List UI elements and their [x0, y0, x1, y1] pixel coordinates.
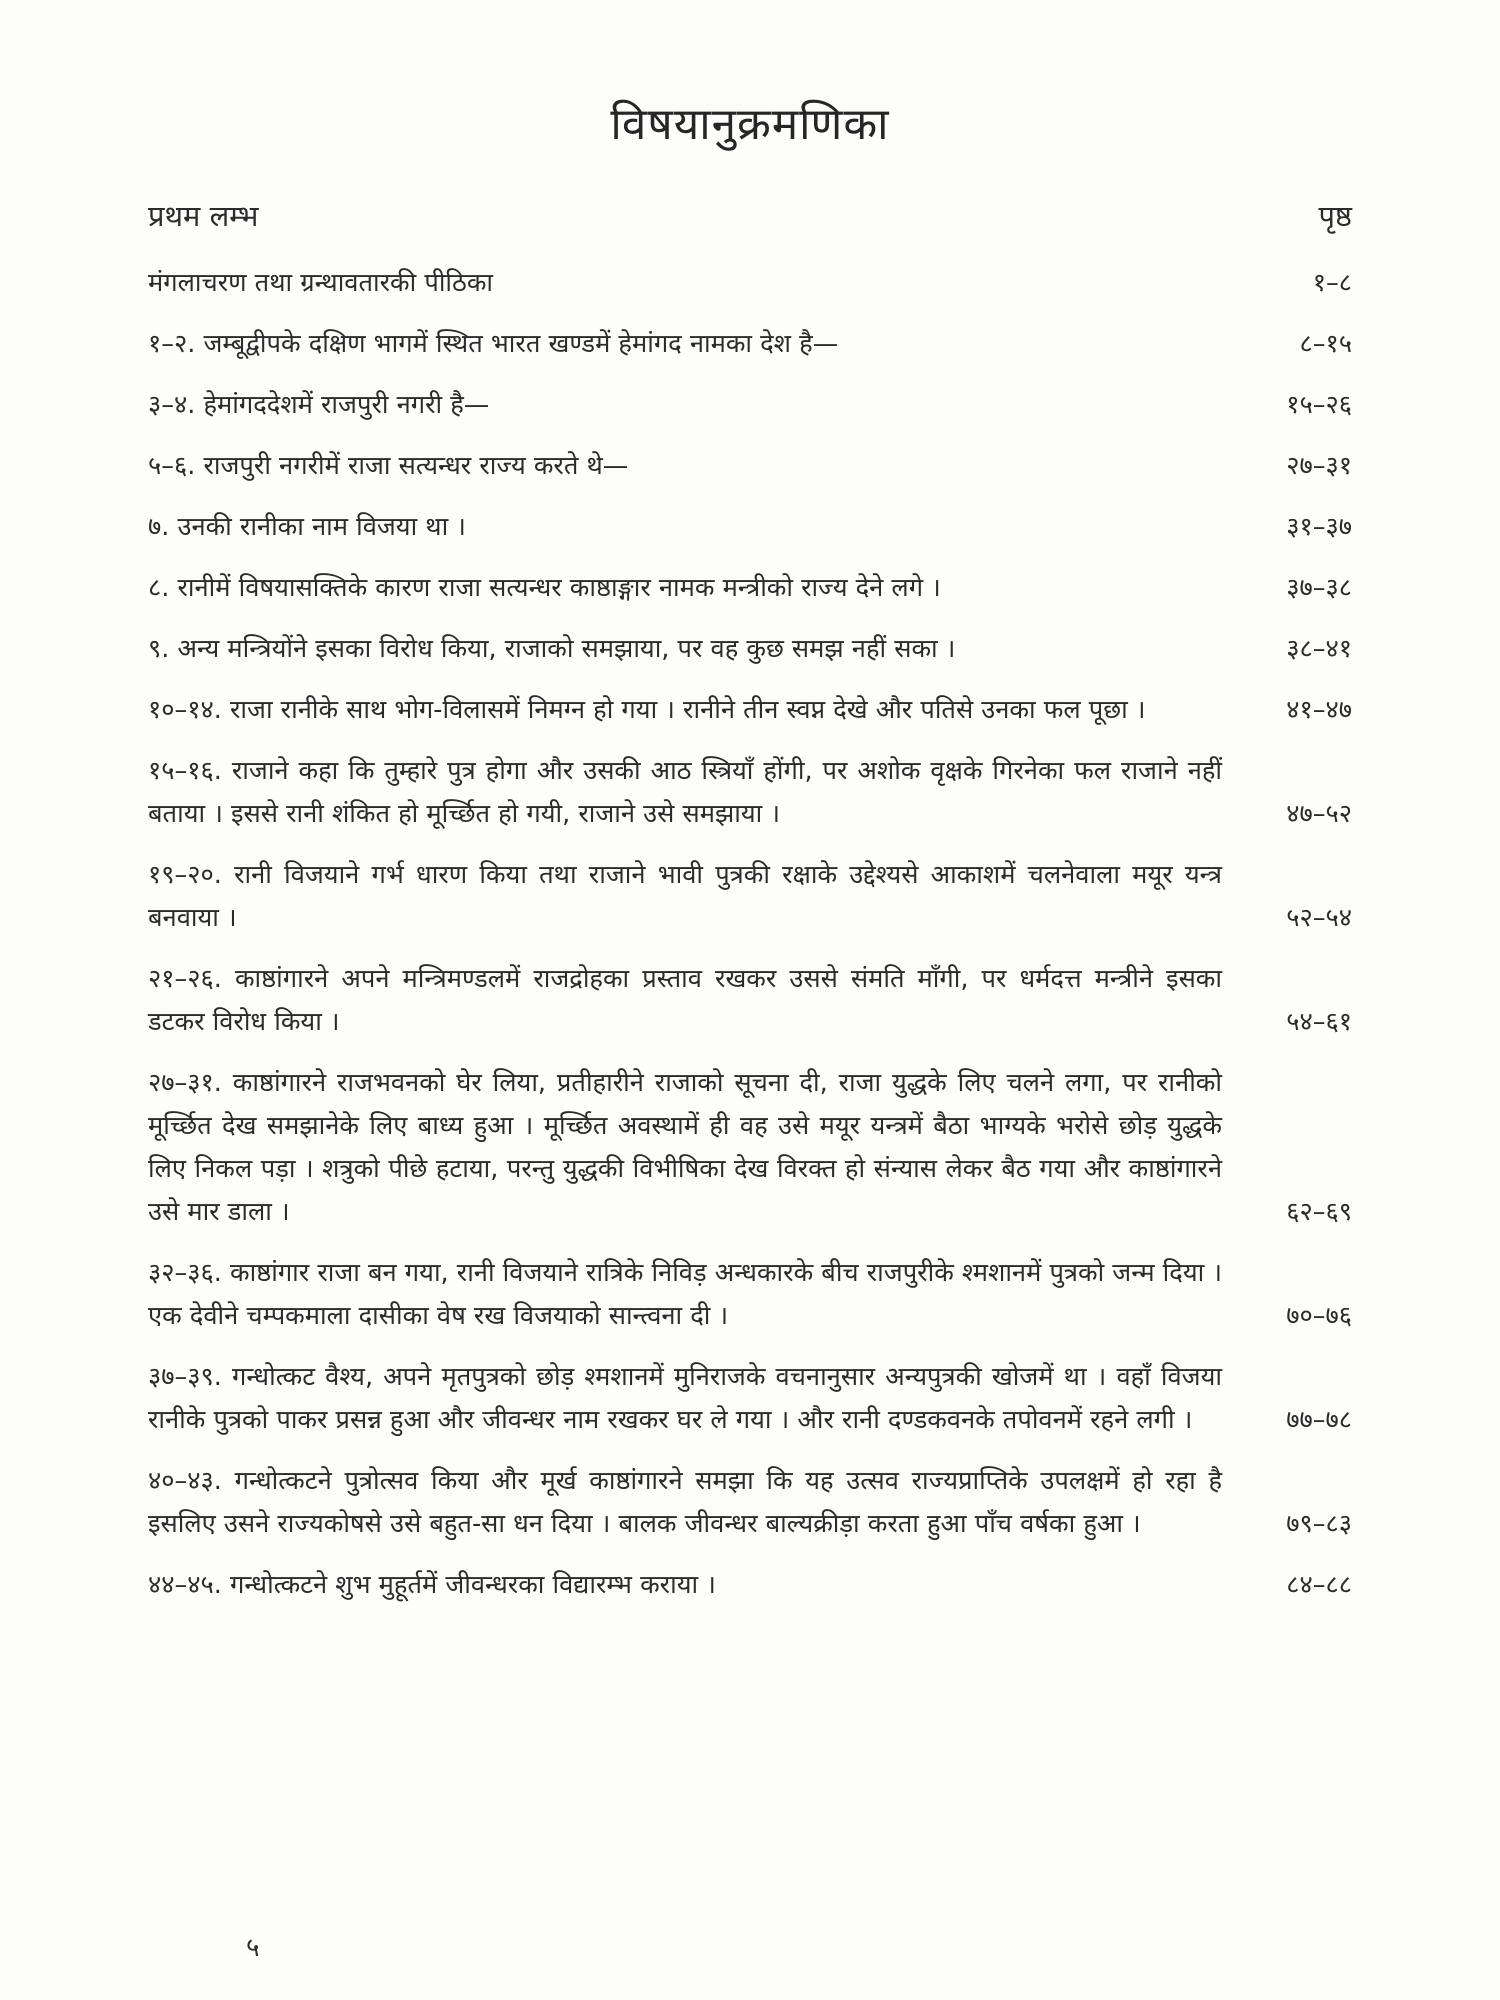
entry-pages: ४७–५२ — [1286, 799, 1352, 829]
entry-text: ९. अन्य मन्त्रियोंने इसका विरोध किया, राजाको समझाया, पर वह कुछ समझ नहीं सका । — [148, 634, 956, 664]
section-heading: प्रथम लम्भ — [148, 199, 259, 233]
entry-text: ३–४. हेमांगददेशमें राजपुरी नगरी है— — [148, 390, 490, 420]
entry-text: ४०–४३. गन्धोत्कटने पुत्रोत्सव किया और मूर्ख काष्ठांगारने समझा कि यह उत्सव राज्यप्राप्तिके उपलक्षमें हो रहा है इसलिए उसने राज्यकोषसे उसे बहुत-सा धन दिया । बालक जीवन्धर बाल्यक्रीड़ा करता हुआ पाँच वर्षका हुआ । — [148, 1466, 1222, 1539]
entry-text: ३७–३९. गन्धोत्कट वैश्य, अपने मृतपुत्रको छोड़ श्मशानमें मुनिराजके वचनानुसार अन्यपुत्रकी खोजमें था । वहाँ विजया रानीके पुत्रको पाकर प्रसन्न हुआ और जीवन्धर नाम रखकर घर ले गया । और रानी दण्डकवनके तपोवनमें रहने लगी । — [148, 1362, 1222, 1435]
entry-text: ३२–३६. काष्ठांगार राजा बन गया, रानी विजयाने रात्रिके निविड़ अन्धकारके बीच राजपुरीके श्मशानमें पुत्रको जन्म दिया । एक देवीने चम्पकमाला दासीका वेष रख विजयाको सान्त्वना दी । — [148, 1258, 1222, 1331]
entry-pages: १–८ — [1312, 268, 1352, 298]
contents-entry — [148, 1460, 1352, 1546]
contents-list — [148, 262, 1352, 1625]
page-column-heading: पृष्ठ — [1318, 199, 1352, 233]
entry-pages: ३७–३८ — [1286, 573, 1352, 603]
entry-pages: ७७–७८ — [1286, 1405, 1352, 1435]
entry-pages: १५–२६ — [1286, 390, 1352, 420]
entry-text: ७. उनकी रानीका नाम विजया था । — [148, 512, 466, 542]
entry-text: २७–३१. काष्ठांगारने राजभवनको घेर लिया, प्रतीहारीने राजाको सूचना दी, राजा युद्धके लिए चलने लगा, पर रानीको मूर्च्छित देख समझानेके लिए बाध्य हुआ । मूर्च्छित अवस्थामें ही वह उसे मयूर यन्त्रमें बैठा भाग्यके भरोसे छोड़ युद्धके लिए निकल पड़ा । शत्रुको पीछे हटाया, परन्तु युद्धकी विभीषिका देख विरक्त हो संन्यास लेकर बैठ गया और काष्ठांगारने उसे मार डाला । — [148, 1068, 1222, 1227]
entry-pages: ५२–५४ — [1286, 903, 1352, 933]
contents-header — [148, 196, 1352, 244]
contents-entry — [148, 384, 1352, 427]
contents-entry — [148, 506, 1352, 549]
contents-entry — [148, 854, 1352, 940]
contents-entry — [148, 323, 1352, 366]
entry-pages: ३८–४१ — [1286, 634, 1352, 664]
entry-pages: ७०–७६ — [1286, 1301, 1352, 1331]
contents-entry — [148, 750, 1352, 836]
entry-text: १९–२०. रानी विजयाने गर्भ धारण किया तथा राजाने भावी पुत्रकी रक्षाके उद्देश्यसे आकाशमें चलनेवाला मयूर यन्त्र बनवाया । — [148, 860, 1222, 933]
contents-entry — [148, 628, 1352, 671]
contents-entry — [148, 1062, 1352, 1234]
contents-entry — [148, 445, 1352, 488]
contents-entry — [148, 689, 1352, 732]
entry-pages: ८–१५ — [1299, 329, 1352, 359]
entry-text: १५–१६. राजाने कहा कि तुम्हारे पुत्र होगा और उसकी आठ स्त्रियाँ होंगी, पर अशोक वृक्षके गिरनेका फल राजाने नहीं बताया । इससे रानी शंकित हो मूर्च्छित हो गयी, राजाने उसे समझाया । — [148, 756, 1222, 829]
contents-entry — [148, 1356, 1352, 1442]
entry-pages: ४१–४७ — [1286, 695, 1352, 725]
contents-entry — [148, 262, 1352, 305]
entry-pages: ६२–६९ — [1286, 1197, 1352, 1227]
entry-pages: ७९–८३ — [1286, 1509, 1352, 1539]
entry-pages: ८४–८८ — [1286, 1570, 1352, 1600]
page-title: विषयानुक्रमणिका — [610, 99, 890, 150]
entry-pages: २७–३१ — [1286, 451, 1352, 481]
entry-pages: ३१–३७ — [1286, 512, 1352, 542]
entry-text: मंगलाचरण तथा ग्रन्थावतारकी पीठिका — [148, 268, 494, 298]
entry-text: २१–२६. काष्ठांगारने अपने मन्त्रिमण्डलमें राजद्रोहका प्रस्ताव रखकर उससे संमति माँगी, पर धर्मदत्त मन्त्रीने इसका डटकर विरोध किया । — [148, 964, 1222, 1037]
contents-entry — [148, 1252, 1352, 1338]
entry-pages: ५४–६१ — [1286, 1007, 1352, 1037]
contents-entry — [148, 1564, 1352, 1607]
page-number: ५ — [246, 1933, 260, 1963]
contents-entry — [148, 567, 1352, 610]
entry-text: १–२. जम्बूद्वीपके दक्षिण भागमें स्थित भारत खण्डमें हेमांगद नामका देश है— — [148, 329, 839, 359]
entry-text: ४४–४५. गन्धोत्कटने शुभ मुहूर्तमें जीवन्धरका विद्यारम्भ कराया । — [148, 1570, 716, 1600]
entry-text: १०–१४. राजा रानीके साथ भोग-विलासमें निमग्न हो गया । रानीने तीन स्वप्न देखे और पतिसे उनका फल पूछा । — [148, 695, 1146, 725]
entry-text: ८. रानीमें विषयासक्तिके कारण राजा सत्यन्धर काष्ठाङ्गार नामक मन्त्रीको राज्य देने लगे । — [148, 573, 941, 603]
contents-entry — [148, 958, 1352, 1044]
entry-text: ५–६. राजपुरी नगरीमें राजा सत्यन्धर राज्य करते थे— — [148, 451, 629, 481]
